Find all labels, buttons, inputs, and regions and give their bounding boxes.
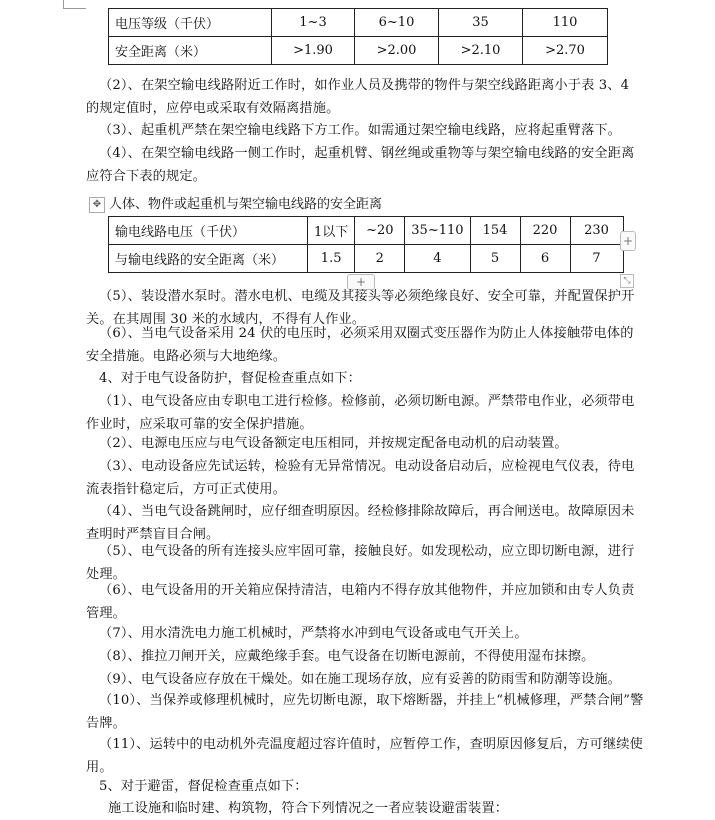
table-cell: 1以下 [308,217,355,245]
table-cell: 1.5 [308,245,355,273]
table-cell: >2.00 [355,37,439,65]
table-cell: ~20 [355,217,405,245]
table-cell: 230 [570,217,623,245]
table-caption: 人体、物件或起重机与架空输电线路的安全距离 [109,197,383,212]
paragraph: 5、对于避雷，督促检查重点如下： [99,779,308,794]
table-cell: 7 [570,245,623,273]
paragraph: （4）、当电气设备跳闸时，应仔细查明原因。经检修排除故障后，再合闸送电。故障原因未查明时严禁盲目合闸。 [86,504,635,542]
table-resize-handle-icon[interactable]: ⤡ [620,274,634,288]
paragraph: （9）、电气设备应存放在干燥处。如在施工现场存放，应有妥善的防雨雪和防潮等设施。 [99,672,622,687]
paragraph: （3）、电动设备应先试运转，检验有无异常情况。电动设备启动后，应检视电气仪表，待电流表指针稳定后，方可正式使用。 [86,459,635,497]
table-cell: >1.90 [272,37,355,65]
paragraph: （2）、电源电压应与电气设备额定电压相同，并按规定配备电动机的启动装置。 [99,436,568,451]
table-cell: 35 [439,9,523,37]
table-cell: >2.70 [523,37,608,65]
table-cell: >2.10 [439,37,523,65]
table-cell: 电压等级（千伏） [109,9,272,37]
table-cell: 154 [470,217,520,245]
paragraph: （8）、推拉刀闸开关，应戴绝缘手套。电气设备在切断电源前，不得使用湿布抹擦。 [99,649,595,664]
paragraph: （11）、运转中的电动机外壳温度超过容许值时，应暂停工作，查明原因修复后，方可继续使用。 [86,737,643,775]
paragraph: （6）、当电气设备采用 24 伏的电压时，必须采用双圈式变压器作为防止人体接触带电体的安全措施。电路必须与大地绝缘。 [86,326,634,364]
table-cell: 输电线路电压（千伏） [109,217,308,245]
table-row [109,37,608,65]
paragraph: （2）、在架空输电线路附近工作时，如作业人员及携带的物件与架空线路距离小于表 3、4 的规定值时，应停电或采取有效隔离措施。 [86,78,630,116]
table-cell: 220 [520,217,570,245]
paragraph: 施工设施和临时建、构筑物，符合下列情况之一者应装设避雷装置： [108,801,509,816]
paragraph: （5）、电气设备的所有连接头应牢固可靠，接触良好。如发现松动，应立即切断电源，进行处理。 [86,544,635,582]
table-cell: 2 [355,245,405,273]
paragraph: （1）、电气设备应由专职电工进行检修。检修前，必须切断电源。严禁带电作业，必须带电作业时，应采取可靠的安全保护措施。 [86,394,635,432]
table-cell: 安全距离（米） [109,37,272,65]
table-cell: 1~3 [272,9,355,37]
table-cell: 35~110 [405,217,470,245]
table-move-handle-icon[interactable]: ✥ [89,197,105,213]
table-cell: 与输电线路的安全距离（米） [109,245,308,273]
transmission-line-distance-table [108,216,624,273]
add-column-button[interactable]: + [620,231,636,251]
voltage-distance-table [108,8,608,65]
table-row [109,217,624,245]
table-cell: 4 [405,245,470,273]
paragraph: （3）、起重机严禁在架空输电线路下方工作。如需通过架空输电线路，应将起重臂落下。 [99,123,622,138]
paragraph: 4、对于电气设备防护，督促检查重点如下： [99,371,361,386]
table-row [109,9,608,37]
paragraph: （6）、电气设备用的开关箱应保持清洁，电箱内不得存放其他物件，并应加锁和由专人负责管理。 [86,583,635,621]
paragraph: （7）、用水清洗电力施工机械时，严禁将水冲到电气设备或电气开关上。 [99,626,528,641]
table-row [109,245,624,273]
paragraph: （10）、当保养或修理机械时，应先切断电源，取下熔断器，并挂上“机械修理，严禁合闸”警告牌。 [86,693,644,731]
table-cell: 5 [470,245,520,273]
table-cell: 6 [520,245,570,273]
add-row-button[interactable]: + [347,274,375,290]
table-cell: 110 [523,9,608,37]
page-corner-mark [63,0,86,9]
paragraph: （4）、在架空输电线路一侧工作时，起重机臂、钢丝绳或重物等与架空输电线路的安全距离应符合下表的规定。 [86,146,635,184]
table-cell: 6~10 [355,9,439,37]
paragraph: （5）、装设潜水泵时。潜水电机、电缆及其接头等必须绝缘良好、安全可靠，并配置保护开关。在其周围 30 米的水域内，不得有人作业。 [86,289,635,327]
